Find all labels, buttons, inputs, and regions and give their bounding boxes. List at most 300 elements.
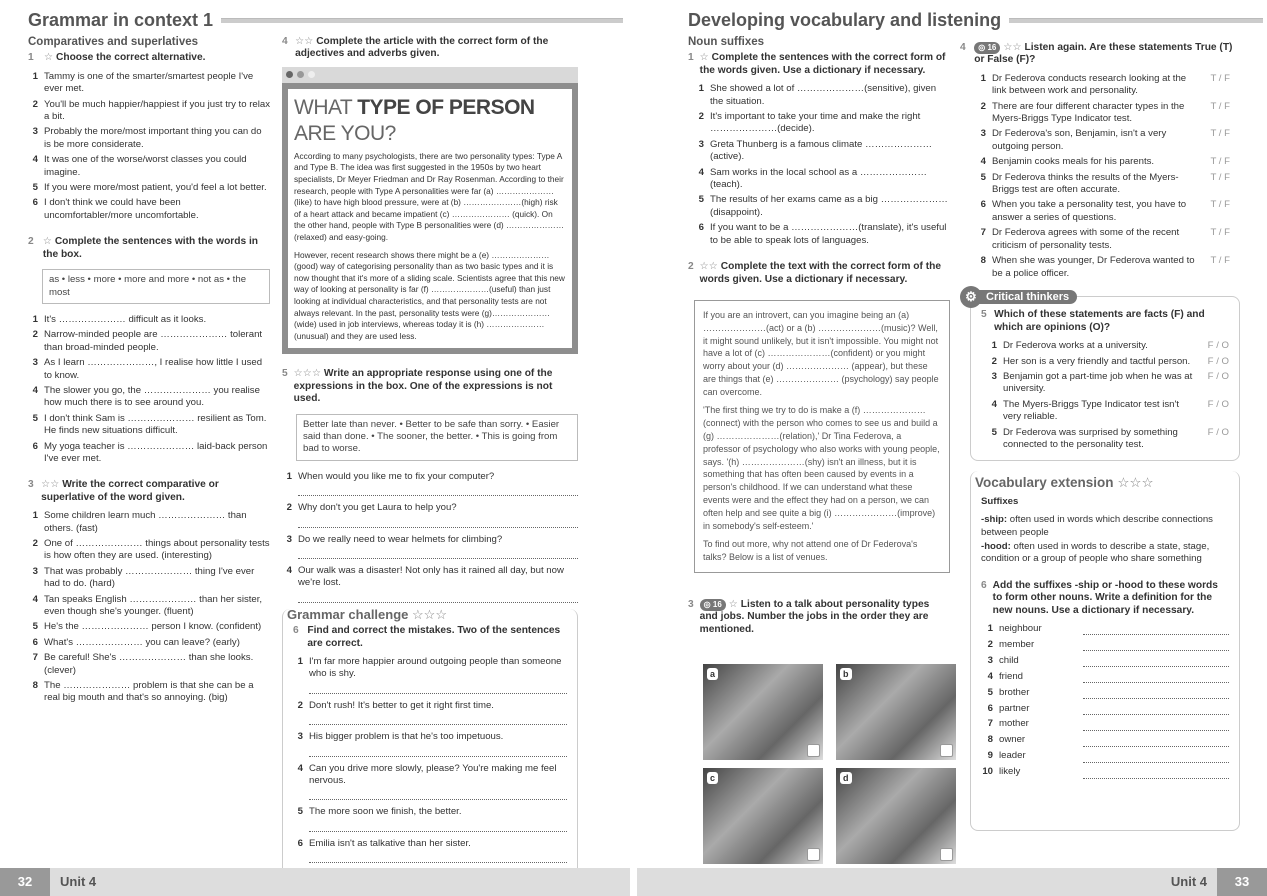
- item-number: 1: [286, 470, 292, 482]
- star-icon: ☆: [699, 52, 709, 64]
- column-3: [688, 36, 950, 642]
- item-text: There are four different character types in the Myers-Briggs Type Indicator test.: [992, 100, 1185, 125]
- answer-options: F / O: [1207, 355, 1229, 367]
- item-text: I don't think we could have been uncomfortabler/more uncomfortable.: [44, 197, 199, 221]
- audio-track-icon[interactable]: ◎ 16: [700, 599, 726, 611]
- ex-num: 6: [293, 625, 299, 637]
- list-item: [976, 73, 1230, 98]
- answer-line[interactable]: [1083, 639, 1229, 651]
- list-item: [28, 99, 270, 124]
- exercise-4-items: [958, 73, 1240, 280]
- exercise-3-heading: [688, 599, 950, 636]
- job-photo: [703, 768, 823, 864]
- divider: [1009, 18, 1263, 23]
- item-number: 2: [32, 538, 38, 549]
- item-number: 1: [297, 656, 303, 667]
- list-item: [28, 329, 270, 354]
- list-item: [987, 340, 1229, 352]
- list-item: [28, 126, 270, 151]
- item-number: 5: [987, 686, 993, 698]
- list-item: [28, 566, 270, 591]
- answer-line[interactable]: [1083, 718, 1229, 730]
- ex-num: 4: [960, 42, 966, 53]
- item-text: The ………………… problem is that she can be a real big mouth and that's so annoying. (big): [44, 680, 254, 704]
- title-part: WHAT: [294, 95, 358, 119]
- unit-label: Unit 4: [60, 873, 97, 889]
- item-number: 2: [698, 111, 704, 123]
- answer-line[interactable]: [1083, 623, 1229, 635]
- item-text: Emilia isn't as talkative than her sister.: [309, 837, 471, 849]
- star-icon: ☆: [728, 599, 738, 611]
- word-row: [981, 655, 1229, 667]
- page-title-right: [688, 9, 1263, 31]
- item-number: 4: [980, 156, 986, 168]
- item-number: 3: [32, 126, 38, 138]
- list-item: [282, 565, 578, 590]
- text-paragraph: 'The first thing we try to do is make a (f) ………………… (connect) with the person who comes to see us and build a (g) …………………(relation),' Dr Tina Federova, a professor of psychology who also works with young people, says. '(h) …………………(shy) isn't an illness, but it is something that has often been caused by events in a person's childhood. If we can understand what these events were and the effect they had on a person, we can often help and see quite a big (i) …………………(improve) in somebody's self-esteem.': [703, 405, 940, 531]
- item-text: Dr Federova's son, Benjamin, isn't a very outgoing person.: [992, 128, 1167, 152]
- instruction: Complete the sentences with the correct form of the words given. Use a dictionary if necessary.: [699, 52, 946, 76]
- item-number: 5: [32, 621, 38, 633]
- exercise-6-heading: [981, 580, 1229, 617]
- list-item: [282, 471, 578, 483]
- article-body: [288, 89, 572, 349]
- exercise-2-items: [28, 314, 270, 465]
- item-text: Dr Federova conducts research looking at the link between work and personality.: [992, 72, 1187, 97]
- answer-line[interactable]: [309, 684, 567, 694]
- photo-label: d: [840, 772, 852, 784]
- title-text: Grammar in context 1: [28, 10, 214, 30]
- answer-line[interactable]: [1083, 671, 1229, 683]
- answer-line[interactable]: [1083, 766, 1229, 778]
- exercise-5-items: [981, 340, 1229, 451]
- list-item: [28, 71, 270, 96]
- ex-num: 3: [28, 479, 34, 491]
- instruction: Find and correct the mistakes. Two of the sentences are correct.: [307, 625, 561, 649]
- item-text: Narrow-minded people are ………………… tolerant than broad-minded people.: [44, 329, 263, 353]
- answer-line[interactable]: [309, 790, 567, 800]
- word-row: [981, 687, 1229, 699]
- item-number: 2: [32, 98, 38, 110]
- item-number: 4: [32, 384, 38, 396]
- window-dot-icon: [308, 71, 315, 78]
- word-row: [981, 671, 1229, 683]
- ex-num: 3: [688, 599, 694, 611]
- item-text: Why don't you get Laura to help you?: [298, 502, 457, 514]
- star-icon: ☆: [44, 52, 54, 64]
- list-item: [694, 83, 950, 108]
- exercise-2-heading: [28, 236, 270, 261]
- item-number: 4: [987, 670, 993, 682]
- item-number: 6: [698, 222, 704, 234]
- ex-num: 5: [981, 309, 987, 321]
- item-text: Dr Federova was surprised by something connected to the personality test.: [1003, 426, 1178, 450]
- photo-grid: [703, 664, 959, 862]
- item-number: 8: [32, 680, 38, 692]
- item-number: 5: [32, 412, 38, 424]
- item-number: 6: [32, 197, 38, 209]
- item-text: Do we really need to wear helmets for climbing?: [298, 533, 503, 545]
- word: neighbour: [999, 623, 1042, 635]
- instruction: Complete the sentences with the words in the box.: [42, 236, 259, 260]
- term: -ship:: [981, 514, 1008, 526]
- text-paragraph: To find out more, why not attend one of Dr Federova's talks? Below is a list of venues.: [703, 539, 918, 563]
- grammar-challenge-title: [287, 606, 567, 622]
- answer-options: T / F: [1210, 100, 1230, 112]
- answer-options: F / O: [1207, 426, 1229, 438]
- list-item: [976, 156, 1230, 168]
- title-part: ARE YOU?: [294, 121, 396, 145]
- exercise-1-items: [688, 83, 950, 247]
- word: partner: [999, 702, 1030, 714]
- audio-track-icon[interactable]: ◎ 16: [974, 42, 1000, 54]
- word: friend: [999, 670, 1023, 682]
- answer-options: T / F: [1210, 227, 1230, 239]
- word-row: [981, 639, 1229, 651]
- answer-options: T / F: [1210, 255, 1230, 267]
- section-subtitle: Noun suffixes: [688, 36, 765, 48]
- list-item: [282, 502, 578, 514]
- item-number: 5: [980, 171, 986, 183]
- item-number: 1: [32, 313, 38, 325]
- list-item: [987, 427, 1229, 452]
- item-number: 3: [32, 565, 38, 577]
- item-text: She showed a lot of …………………(sensitive), given the situation.: [710, 83, 937, 107]
- item-text: Dr Federova thinks the results of the Myers-Briggs test are often accurate.: [992, 171, 1179, 196]
- column-2: [282, 32, 578, 876]
- photo-label: c: [707, 772, 718, 784]
- exercise-5-heading: [981, 309, 1229, 334]
- exercise-4-heading: [958, 42, 1240, 67]
- item-text: It's ………………… difficult as it looks.: [44, 313, 207, 325]
- window-dot-icon: [297, 71, 304, 78]
- article-paragraph: According to many psychologists, there are two personality types: Type A and Type B. The idea was first suggested in the 1950s by two heart specialists, Dr Meyer Friedman and Dr Ray Rosenman. According to their research, people with Type A personalities were far (a) ………………… (like) to have high blood pressure, were at (b) …………………(high) risk of a heart attack and became impatient (c) ………………… (quick). On the other hand, people with Type B personalities were (d) …………………(relaxed) and easy-going.: [294, 150, 565, 242]
- item-number: 3: [286, 533, 292, 545]
- window-bar: [282, 67, 578, 83]
- item-number: 3: [698, 138, 704, 150]
- exercise-5-items: [282, 471, 578, 603]
- answer-line[interactable]: [1083, 655, 1229, 667]
- vocab-title: [975, 477, 1229, 489]
- column-4: [958, 38, 1240, 831]
- star-icon: ☆: [42, 236, 52, 248]
- critical-thinkers-box: [970, 296, 1240, 461]
- item-number: 5: [698, 194, 704, 206]
- word: leader: [999, 750, 1026, 762]
- item-number: 2: [987, 638, 993, 650]
- list-item: [28, 197, 270, 222]
- item-text: Tammy is one of the smarter/smartest people I've ever met.: [44, 70, 254, 95]
- list-item: [28, 154, 270, 179]
- word-list: [981, 623, 1229, 779]
- page-number: 33: [1217, 868, 1267, 896]
- word-row: [981, 703, 1229, 715]
- badge-label: Critical thinkers: [986, 290, 1070, 303]
- job-photo: [836, 664, 956, 760]
- article-window: [282, 67, 578, 355]
- list-item: [28, 538, 270, 563]
- answer-line[interactable]: [309, 747, 567, 757]
- item-number: 3: [991, 370, 997, 382]
- list-item: [976, 101, 1230, 126]
- item-number: 4: [698, 166, 704, 178]
- word-row: [981, 623, 1229, 635]
- item-number: 6: [32, 636, 38, 648]
- item-number: 7: [980, 227, 986, 239]
- item-text: As I learn …………………, I realise how little I used to know.: [44, 357, 263, 381]
- item-number: 6: [987, 702, 993, 714]
- title-part: TYPE OF PERSON: [357, 95, 535, 119]
- page-title-left: [28, 9, 623, 31]
- item-number: 8: [987, 734, 993, 746]
- item-text: If you want to be a …………………(translate), it's useful to be able to speak lots of languages.: [710, 222, 947, 246]
- list-item: [28, 680, 270, 705]
- expression-box: Better late than never. • Better to be safe than sorry. • Easier said than done. • The sooner, the better. • This is going from bad to worse.: [296, 414, 578, 461]
- item-number: 6: [980, 199, 986, 211]
- list-item: [293, 806, 567, 818]
- title-text: Grammar challenge: [287, 606, 409, 622]
- list-item: [28, 652, 270, 677]
- word-row: [981, 734, 1229, 746]
- item-text: When would you like me to fix your computer?: [298, 470, 495, 482]
- answer-line[interactable]: [298, 486, 578, 496]
- instruction: Complete the article with the correct form of the adjectives and adverbs given.: [295, 36, 549, 60]
- answer-line[interactable]: [1083, 734, 1229, 746]
- item-text: Benjamin cooks meals for his parents.: [992, 156, 1155, 168]
- answer-checkbox[interactable]: [807, 848, 820, 861]
- answer-options: F / O: [1207, 398, 1229, 410]
- list-item: [694, 139, 950, 164]
- answer-options: T / F: [1210, 128, 1230, 140]
- star-icon: ☆☆: [41, 479, 60, 491]
- list-item: [976, 227, 1230, 252]
- item-text: That was probably ………………… thing I've ever had to do. (hard): [44, 565, 255, 590]
- title-text: Vocabulary extension: [975, 475, 1114, 491]
- list-item: [28, 413, 270, 438]
- word: mother: [999, 718, 1029, 730]
- word-row: [981, 718, 1229, 730]
- answer-options: F / O: [1207, 340, 1229, 352]
- list-item: [976, 199, 1230, 224]
- footer-left: [0, 868, 630, 896]
- exercise-6-heading: [293, 625, 567, 650]
- item-text: When you take a personality test, you have to answer a series of questions.: [992, 199, 1187, 223]
- item-number: 6: [297, 837, 303, 849]
- list-item: [293, 763, 567, 788]
- item-text: The slower you go, the ………………… you realise how much there is to see around you.: [44, 384, 260, 409]
- photo-label: b: [840, 668, 852, 680]
- item-text: Probably the more/most important thing you can do is be more considerate.: [44, 126, 262, 150]
- item-text: Dr Federova works at a university.: [1003, 340, 1148, 352]
- exercise-1-items: [28, 71, 270, 222]
- star-icon: ☆☆: [1003, 42, 1022, 53]
- item-text: Sam works in the local school as a ………………… (teach).: [710, 166, 927, 191]
- answer-line[interactable]: [298, 518, 578, 528]
- item-number: 5: [991, 426, 997, 438]
- ex-num: 2: [688, 261, 694, 273]
- item-text: Be careful! She's ………………… than she looks. (clever): [44, 652, 254, 676]
- column-1: [28, 36, 270, 708]
- star-icon: ☆☆: [295, 36, 314, 47]
- list-item: [28, 357, 270, 382]
- list-item: [28, 637, 270, 649]
- list-item: [976, 255, 1230, 280]
- instruction: Choose the correct alternative.: [55, 52, 206, 64]
- list-item: [282, 534, 578, 546]
- item-text: The more soon we finish, the better.: [309, 806, 462, 818]
- item-number: 4: [297, 762, 303, 774]
- star-icon: ☆☆☆: [1117, 475, 1154, 491]
- exercise-1-heading: [28, 52, 270, 64]
- hood-definition: [981, 541, 1229, 566]
- list-item: [28, 314, 270, 326]
- item-text: Tan speaks English ………………… than her sister, even though she's younger. (fluent): [44, 593, 263, 618]
- list-item: [293, 838, 567, 850]
- item-text: You'll be much happier/happiest if you just try to relax a bit.: [44, 98, 270, 123]
- item-number: 2: [297, 699, 303, 711]
- answer-line[interactable]: [1083, 687, 1229, 699]
- item-text: He's the ………………… person I know. (confident): [44, 621, 262, 633]
- grammar-challenge-box: [282, 606, 578, 876]
- item-text: Dr Federova agrees with some of the recent criticism of personality tests.: [992, 227, 1180, 251]
- list-item: [694, 222, 950, 247]
- article-paragraph: However, recent research shows there might be a (e) ………………… (good) way of categorising personality than as two basic types and it is now thought that it's more of a sliding scale. Scientists agree that this new way of looking at personality is far (f) …………………(useful) than just looking at individual characteristics, and that personality tests are not always relevant. In the past, personality tests were (g)…………………(wide) used in job interviews, whereas today it is (h) …………………(unusual) and they are used less.: [294, 249, 565, 341]
- job-photo: [836, 768, 956, 864]
- list-item: [293, 656, 567, 681]
- ex-num: 5: [282, 368, 288, 380]
- section-subtitle: Comparatives and superlatives: [28, 36, 199, 48]
- exercise-3-items: [28, 510, 270, 705]
- list-item: [694, 194, 950, 219]
- ex-num: 4: [282, 36, 288, 47]
- definition: often used in words which describe connections between people: [981, 514, 1213, 538]
- word: member: [999, 638, 1035, 650]
- unit-label: Unit 4: [1170, 873, 1207, 889]
- page-number: 32: [0, 868, 50, 896]
- item-text: Benjamin got a part-time job when he was at university.: [1003, 370, 1193, 395]
- item-text: I don't think Sam is ………………… resilient as Tom. He finds new situations difficult.: [44, 412, 267, 437]
- job-photo: [703, 664, 823, 760]
- badge: [962, 290, 1077, 304]
- item-number: 3: [980, 128, 986, 140]
- word: child: [999, 654, 1019, 666]
- exercise-1-heading: [688, 52, 950, 77]
- ship-definition: [981, 514, 1229, 539]
- item-number: 4: [991, 398, 997, 410]
- star-icon: ☆☆☆: [412, 606, 447, 622]
- answer-checkbox[interactable]: [940, 744, 953, 757]
- item-number: 9: [987, 750, 993, 762]
- star-icon: ☆☆: [699, 261, 718, 273]
- instruction: Which of these statements are facts (F) and which are opinions (O)?: [994, 309, 1205, 333]
- item-text: Can you drive more slowly, please? You're making me feel nervous.: [309, 762, 557, 787]
- ex-num: 1: [688, 52, 694, 64]
- item-number: 3: [297, 731, 303, 743]
- word: likely: [999, 766, 1021, 778]
- item-text: If you were more/most patient, you'd feel a lot better.: [44, 182, 267, 194]
- item-number: 10: [982, 766, 993, 778]
- answer-line[interactable]: [298, 593, 578, 603]
- item-text: His bigger problem is that he's too impetuous.: [309, 731, 504, 743]
- answer-line[interactable]: [1083, 750, 1229, 762]
- answer-options: T / F: [1210, 156, 1230, 168]
- answer-checkbox[interactable]: [940, 848, 953, 861]
- list-item: [28, 182, 270, 194]
- answer-line[interactable]: [309, 715, 567, 725]
- answer-line[interactable]: [309, 822, 567, 832]
- word-row: [981, 750, 1229, 762]
- list-item: [694, 167, 950, 192]
- answer-checkbox[interactable]: [807, 744, 820, 757]
- list-item: [976, 128, 1230, 153]
- ex-num: 1: [28, 52, 34, 64]
- exercise-3-heading: [28, 479, 270, 504]
- item-number: 4: [32, 593, 38, 605]
- list-item: [28, 510, 270, 535]
- item-text: My yoga teacher is ………………… laid-back person I've ever met.: [44, 440, 268, 464]
- list-item: [987, 399, 1229, 424]
- definition: often used in words to describe a state, stage, condition or a group of people who share something: [981, 541, 1210, 565]
- item-number: 1: [991, 340, 997, 352]
- word-row: [981, 766, 1229, 778]
- item-text: The Myers-Briggs Type Indicator test isn't very reliable.: [1003, 398, 1180, 423]
- item-number: 1: [32, 70, 38, 82]
- answer-line[interactable]: [1083, 703, 1229, 715]
- exercise-2-heading: [688, 261, 950, 286]
- title-text: Developing vocabulary and listening: [688, 10, 1002, 30]
- track-number: 16: [712, 600, 722, 610]
- list-item: [976, 172, 1230, 197]
- list-item: [987, 371, 1229, 396]
- instruction: Write an appropriate response using one of the expressions in the box. One of the expressions is not used.: [293, 368, 553, 405]
- exercise-5-heading: [282, 368, 578, 405]
- item-text: Don't rush! It's better to get it right first time.: [309, 699, 494, 711]
- item-text: The results of her exams came as a big …………………(disappoint).: [710, 194, 948, 218]
- exercise-6-items: [293, 656, 567, 863]
- item-number: 3: [32, 357, 38, 369]
- item-number: 5: [297, 806, 303, 818]
- term: -hood:: [981, 541, 1011, 552]
- answer-options: T / F: [1210, 72, 1230, 84]
- exercise-4-heading: [282, 36, 578, 61]
- word: brother: [999, 686, 1030, 698]
- answer-line[interactable]: [309, 853, 567, 863]
- item-text: I'm far more happier around outgoing people than someone who is shy.: [309, 656, 562, 680]
- item-text: Her son is a very friendly and tactful person.: [1003, 355, 1191, 367]
- item-number: 7: [32, 652, 38, 664]
- divider: [221, 18, 623, 23]
- window-dot-icon: [286, 71, 293, 78]
- list-item: [293, 731, 567, 743]
- brain-gear-icon: ⚙: [960, 286, 982, 308]
- list-item: [28, 441, 270, 466]
- list-item: [694, 111, 950, 136]
- item-number: 1: [698, 83, 704, 95]
- item-number: 5: [32, 182, 38, 194]
- item-text: One of ………………… things about personality tests is how often they are used. (interesting): [44, 538, 270, 562]
- instruction: Complete the text with the correct form of the words given. Use a dictionary if necessary.: [699, 261, 941, 285]
- item-text: Our walk was a disaster! Not only has it rained all day, but now we're lost.: [298, 564, 564, 589]
- item-text: It was one of the worse/worst classes you could imagine.: [44, 154, 247, 178]
- item-number: 2: [286, 502, 292, 514]
- answer-line[interactable]: [298, 549, 578, 559]
- item-number: 2: [32, 329, 38, 341]
- item-number: 6: [32, 440, 38, 452]
- track-number: 16: [987, 43, 997, 52]
- ex-num: 6: [981, 579, 987, 591]
- star-icon: ☆☆☆: [293, 368, 322, 380]
- article-title: [294, 95, 566, 147]
